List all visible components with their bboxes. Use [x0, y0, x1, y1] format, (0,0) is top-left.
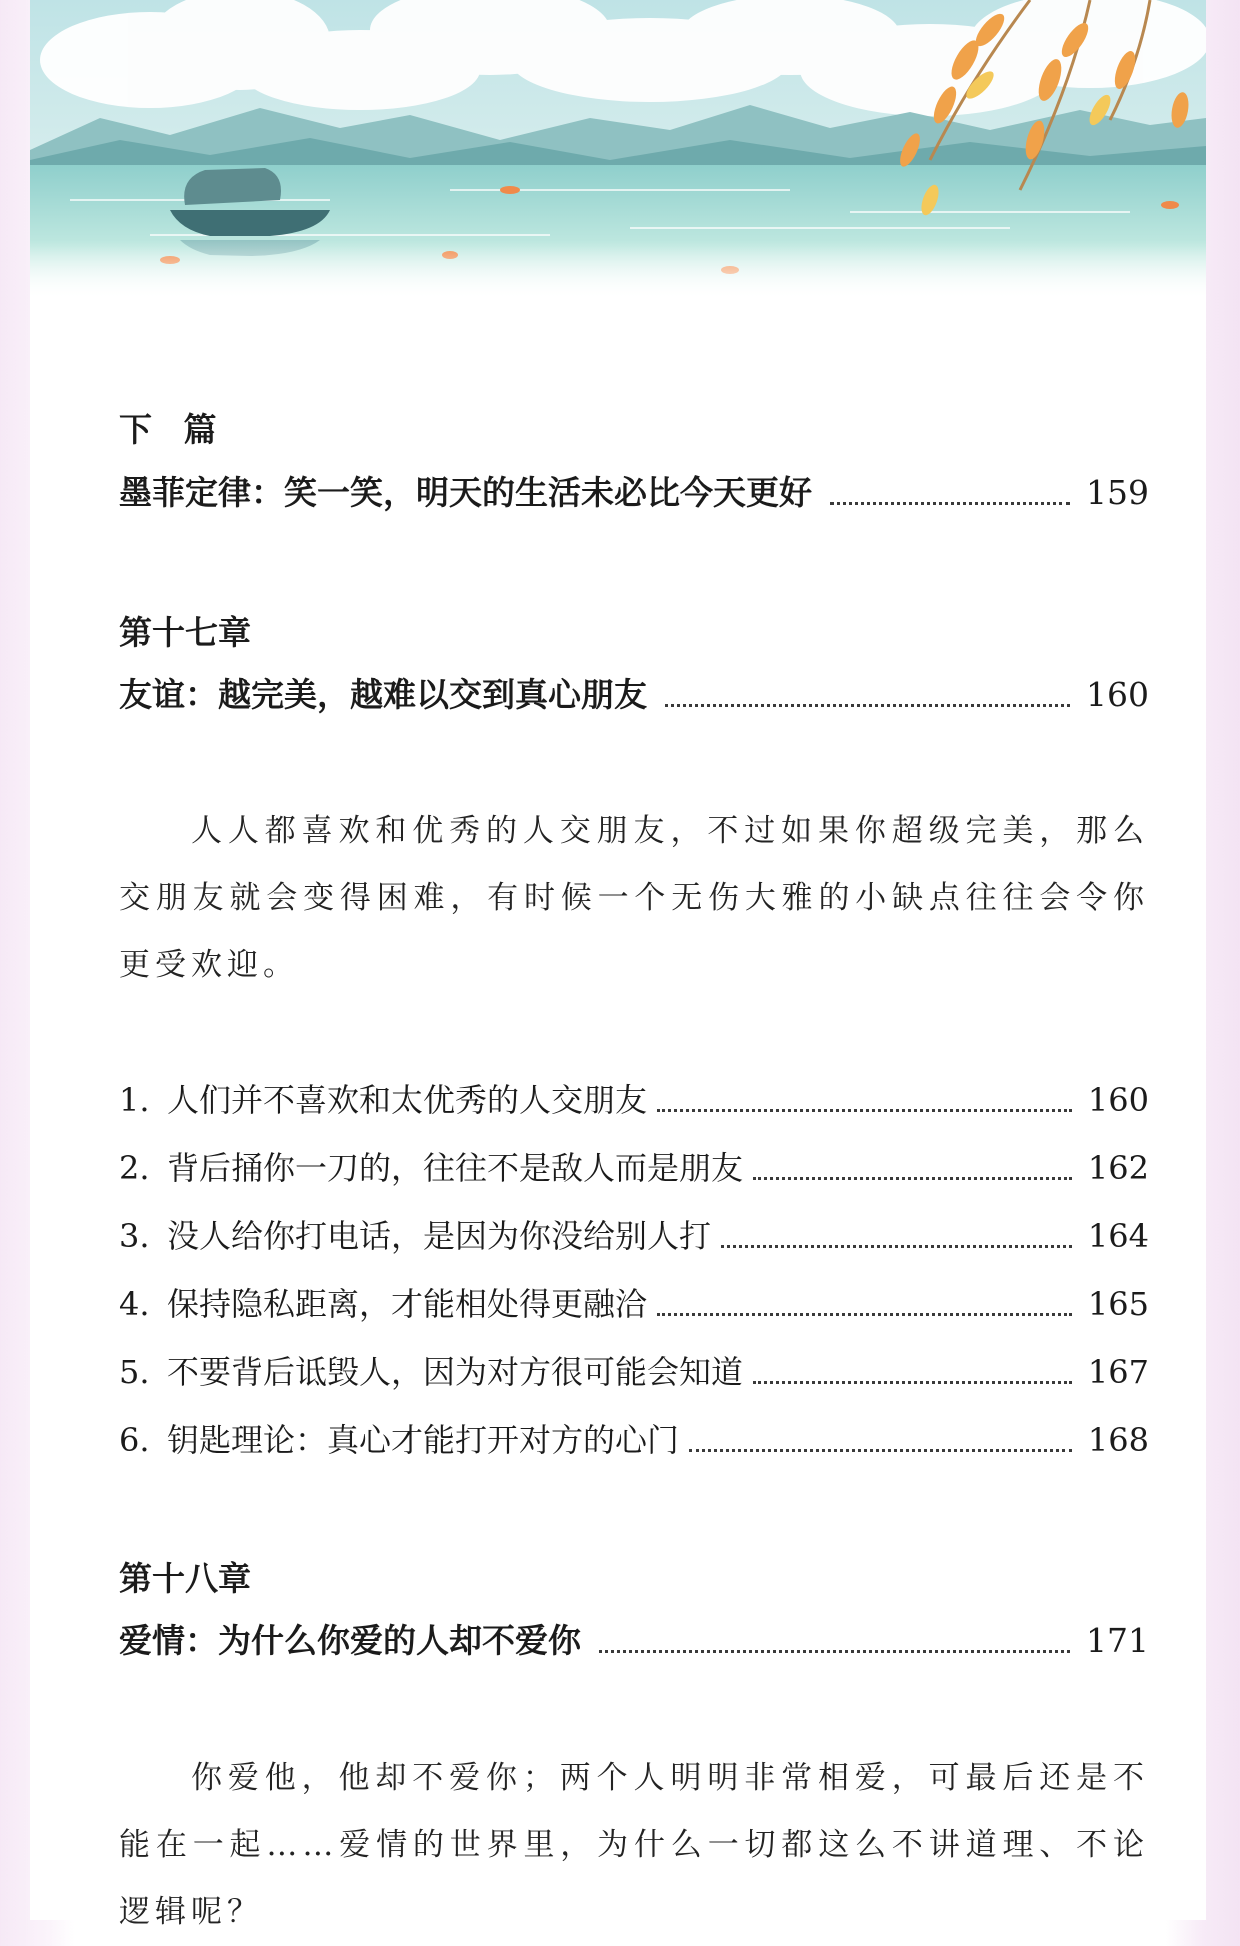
toc-entry-part[interactable] — [119, 470, 1149, 516]
toc-entry-chapter-18[interactable] — [119, 1618, 1149, 1664]
dot-leader — [599, 1650, 1070, 1653]
dot-leader — [689, 1449, 1072, 1452]
item-title: 背后捅你一刀的，往往不是敌人而是朋友 — [167, 1149, 744, 1187]
page-number: 159 — [1086, 473, 1149, 512]
item-number: 1. — [119, 1081, 150, 1119]
entry-title: 友谊：越完美，越难以交到真心朋友 — [119, 675, 647, 714]
toc-item-17-3[interactable] — [119, 1213, 1149, 1259]
page-number: 171 — [1086, 1621, 1149, 1660]
table-of-contents — [30, 0, 1206, 1930]
chapter-18-title: 第十八章 — [119, 1559, 251, 1598]
dot-leader — [657, 1109, 1072, 1112]
page-number: 160 — [1086, 675, 1149, 714]
toc-item-17-4[interactable] — [119, 1281, 1149, 1327]
item-title: 钥匙理论：真心才能打开对方的心门 — [167, 1421, 680, 1459]
dot-leader — [753, 1177, 1072, 1180]
dot-leader — [753, 1381, 1072, 1384]
page-number: 167 — [1087, 1353, 1149, 1391]
dot-leader — [721, 1245, 1072, 1248]
dot-leader — [665, 704, 1070, 707]
item-title: 人们并不喜欢和太优秀的人交朋友 — [167, 1081, 648, 1119]
chapter-18-intro: 你爱他，他却不爱你；两个人明明非常相爱，可最后还是不能在一起……爱情的世界里，为什么一切都这么不讲道理、不论逻辑呢？ — [119, 1760, 1149, 1930]
dot-leader — [657, 1313, 1072, 1316]
entry-title: 爱情：为什么你爱的人却不爱你 — [119, 1621, 581, 1660]
toc-item-17-2[interactable] — [119, 1145, 1149, 1191]
part-title: 下 篇 — [119, 410, 218, 449]
item-title: 不要背后诋毁人，因为对方很可能会知道 — [167, 1353, 744, 1391]
item-title: 没人给你打电话，是因为你没给别人打 — [167, 1217, 712, 1255]
toc-item-17-6[interactable] — [119, 1417, 1149, 1463]
item-number: 2. — [119, 1149, 150, 1187]
chapter-17-title: 第十七章 — [119, 613, 251, 652]
chapter-17-intro: 人人都喜欢和优秀的人交朋友，不过如果你超级完美，那么交朋友就会变得困难，有时候一个无伤大雅的小缺点往往会令你更受欢迎。 — [119, 813, 1149, 983]
item-number: 4. — [119, 1285, 150, 1323]
book-page — [30, 0, 1206, 1930]
page-number: 162 — [1087, 1149, 1149, 1187]
item-number: 3. — [119, 1217, 150, 1255]
toc-item-17-1[interactable] — [119, 1077, 1149, 1123]
item-number: 6. — [119, 1421, 150, 1459]
toc-entry-chapter-17[interactable] — [119, 672, 1149, 718]
item-title: 保持隐私距离，才能相处得更融洽 — [167, 1285, 648, 1323]
page-number: 160 — [1087, 1081, 1149, 1119]
toc-item-17-5[interactable] — [119, 1349, 1149, 1395]
item-number: 5. — [119, 1353, 150, 1391]
dot-leader — [830, 502, 1070, 505]
page-number: 164 — [1087, 1217, 1149, 1255]
entry-title: 墨菲定律：笑一笑，明天的生活未必比今天更好 — [119, 473, 812, 512]
page-number: 168 — [1087, 1421, 1149, 1459]
page-number: 165 — [1087, 1285, 1149, 1323]
